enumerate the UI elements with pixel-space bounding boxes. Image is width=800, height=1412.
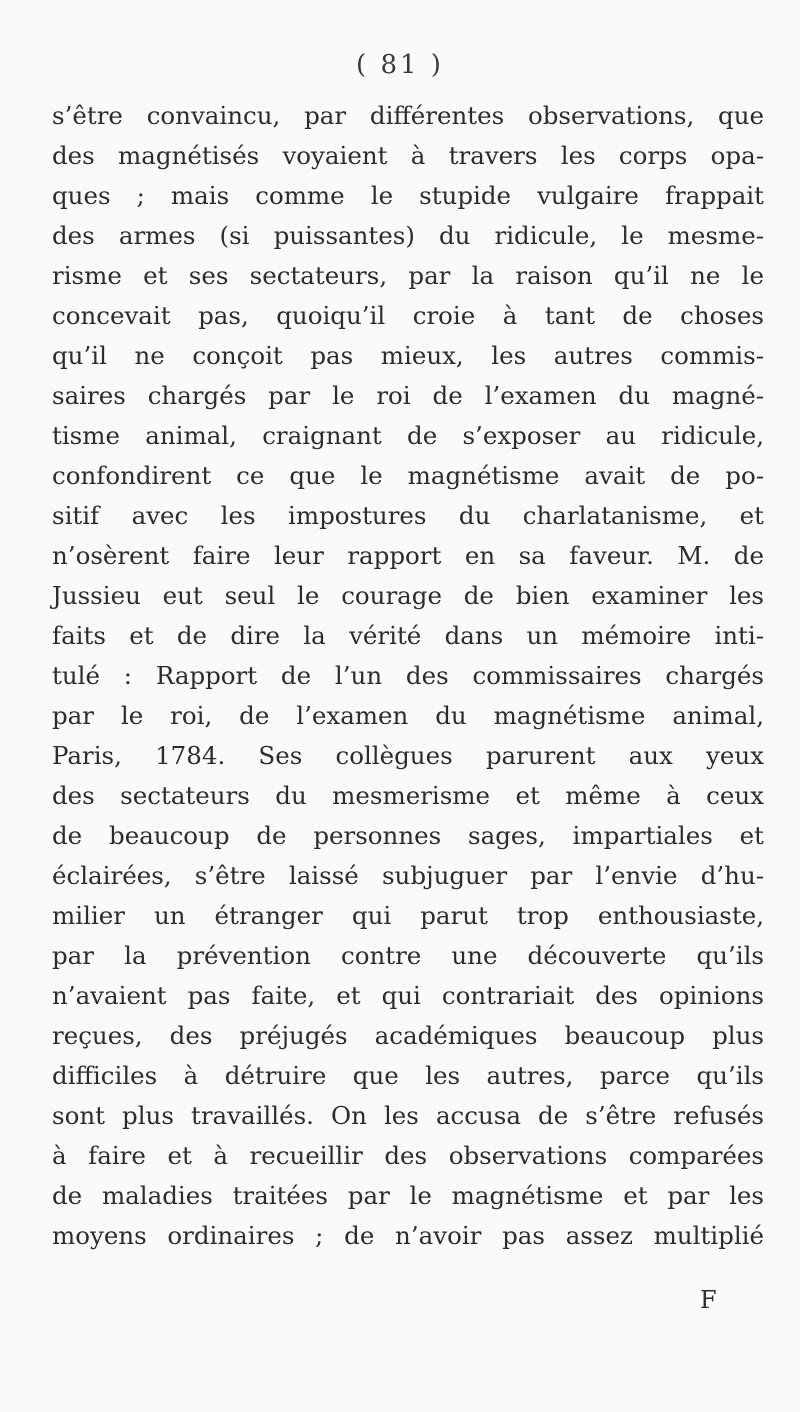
text-line: n’avaient pas faite, et qui contrariait des opinions — [52, 981, 764, 1010]
text-line: tisme animal, craignant de s’exposer au ridicule, — [52, 421, 764, 450]
text-line: confondirent ce que le magnétisme avait de po- — [52, 461, 764, 490]
text-line: tulé : Rapport de l’un des commissaires chargés — [52, 661, 764, 690]
text-line: moyens ordinaires ; de n’avoir pas assez multiplié — [52, 1221, 764, 1250]
text-line: sitif avec les impostures du charlatanisme, et — [52, 501, 764, 530]
text-line: reçues, des préjugés académiques beaucoup plus — [52, 1021, 764, 1050]
text-line: risme et ses sectateurs, par la raison qu’il ne le — [52, 261, 764, 290]
text-line: n’osèrent faire leur rapport en sa faveur. M. de — [52, 541, 764, 570]
text-line: de beaucoup de personnes sages, impartiales et — [52, 821, 764, 850]
text-line: s’être convaincu, par différentes observations, que — [52, 101, 764, 130]
text-line: milier un étranger qui parut trop enthousiaste, — [52, 901, 764, 930]
text-line: Jussieu eut seul le courage de bien examiner les — [52, 581, 764, 610]
text-line: par le roi, de l’examen du magnétisme animal, — [52, 701, 764, 730]
text-line: difficiles à détruire que les autres, parce qu’ils — [52, 1061, 764, 1090]
text-line: par la prévention contre une découverte qu’ils — [52, 941, 764, 970]
text-line: à faire et à recueillir des observations comparées — [52, 1141, 764, 1170]
text-line: sont plus travaillés. On les accusa de s’être refusés — [52, 1101, 764, 1130]
text-line: concevait pas, quoiqu’il croie à tant de choses — [52, 301, 764, 330]
text-line: qu’il ne conçoit pas mieux, les autres commis- — [52, 341, 764, 370]
text-line: de maladies traitées par le magnétisme et par les — [52, 1181, 764, 1210]
text-line: Paris, 1784. Ses collègues parurent aux yeux — [52, 741, 764, 770]
text-line: faits et de dire la vérité dans un mémoire inti- — [52, 621, 764, 650]
signature-mark: F — [700, 1286, 717, 1314]
body-text — [52, 96, 764, 1256]
text-line: des armes (si puissantes) du ridicule, le mesme- — [52, 221, 764, 250]
page-number: ( 81 ) — [356, 50, 444, 80]
text-line: saires chargés par le roi de l’examen du magné- — [52, 381, 764, 410]
text-line: éclairées, s’être laissé subjuguer par l’envie d’hu- — [52, 861, 764, 890]
text-line: des sectateurs du mesmerisme et même à ceux — [52, 781, 764, 810]
text-line: ques ; mais comme le stupide vulgaire frappait — [52, 181, 764, 210]
text-line: des magnétisés voyaient à travers les corps opa- — [52, 141, 764, 170]
